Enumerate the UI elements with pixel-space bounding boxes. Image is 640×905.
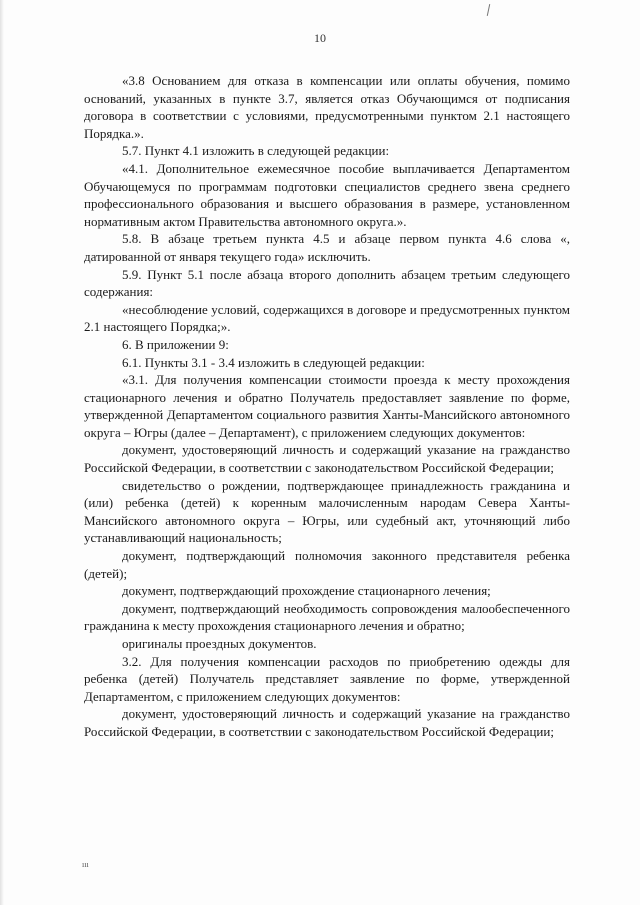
paragraph: документ, подтверждающий полномочия законного представителя ребенка (детей); (84, 548, 570, 581)
paragraph: «3.1. Для получения компенсации стоимости проезда к месту прохождения стационарного лечения и обратно Получатель предоставляет заявление по форме, утвержденной Департаментом социального развития Ханты-Мансийского автономного округа – Югры (далее – Департамент), с приложением следующих документов: (84, 372, 570, 440)
paragraph: 3.2. Для получения компенсации расходов по приобретению одежды для ребенка (детей) Получатель представляет заявление по форме, утвержденной Департаментом, с приложением следующих документов: (84, 653, 570, 704)
paragraph: 5.7. Пункт 4.1 изложить в следующей редакции: (122, 143, 390, 159)
document-body (84, 72, 570, 741)
paragraph: документ, удостоверяющий личность и содержащий указание на гражданство Российской Федерации, в соответствии с законодательством Российской Федерации; (84, 706, 570, 739)
paragraph: 6.1. Пункты 3.1 - 3.4 изложить в следующей редакции: (122, 354, 425, 370)
paragraph: документ, удостоверяющий личность и содержащий указание на гражданство Российской Федерации, в соответствии с законодательством Российской Федерации; (84, 442, 570, 476)
page-number: 10 (314, 31, 326, 45)
paragraph: «4.1. Дополнительное ежемесячное пособие выплачивается Департаментом Обучающемуся по программам подготовки специалистов среднего звена среднего профессионального образования и высшего образования в размере, установленном нормативным актом Правительства автономного округа.». (84, 160, 570, 229)
paragraph: свидетельство о рождении, подтверждающее принадлежность гражданина и (или) ребенка (детей) к коренным малочисленным народам Севера Ханты-Мансийского автономного округа – Югры, или судебный акт, уточняющий либо устанавливающий национальность; (84, 477, 570, 546)
paragraph: 5.8. В абзаце третьем пункта 4.5 и абзаце первом пункта 4.6 слова «, датированной от января текущего года» исключить. (84, 231, 570, 264)
paragraph: документ, подтверждающий необходимость сопровождения малообеспеченного гражданина к месту прохождения стационарного лечения и обратно; (84, 600, 570, 634)
paragraph: оригиналы проездных документов. (122, 636, 317, 651)
paragraph: «несоблюдение условий, содержащихся в договоре и предусмотренных пунктом 2.1 настоящего Порядка;». (84, 301, 570, 335)
paragraph: 6. В приложении 9: (122, 336, 229, 352)
paragraph: «3.8 Основанием для отказа в компенсации или оплаты обучения, помимо оснований, указанных в пункте 3.7, является отказ Обучающимся от подписания договора в соответствии с условиями, предусмотренными пунктом 2.1 настоящего Порядка.». (84, 73, 570, 141)
scan-edge-shadow (0, 0, 4, 905)
paragraph: документ, подтверждающий прохождение стационарного лечения; (122, 583, 491, 599)
footer-mark: ııı (82, 860, 89, 869)
paragraph: 5.9. Пункт 5.1 после абзаца второго дополнить абзацем третьим следующего содержания: (84, 266, 570, 300)
corner-mark (487, 4, 490, 16)
